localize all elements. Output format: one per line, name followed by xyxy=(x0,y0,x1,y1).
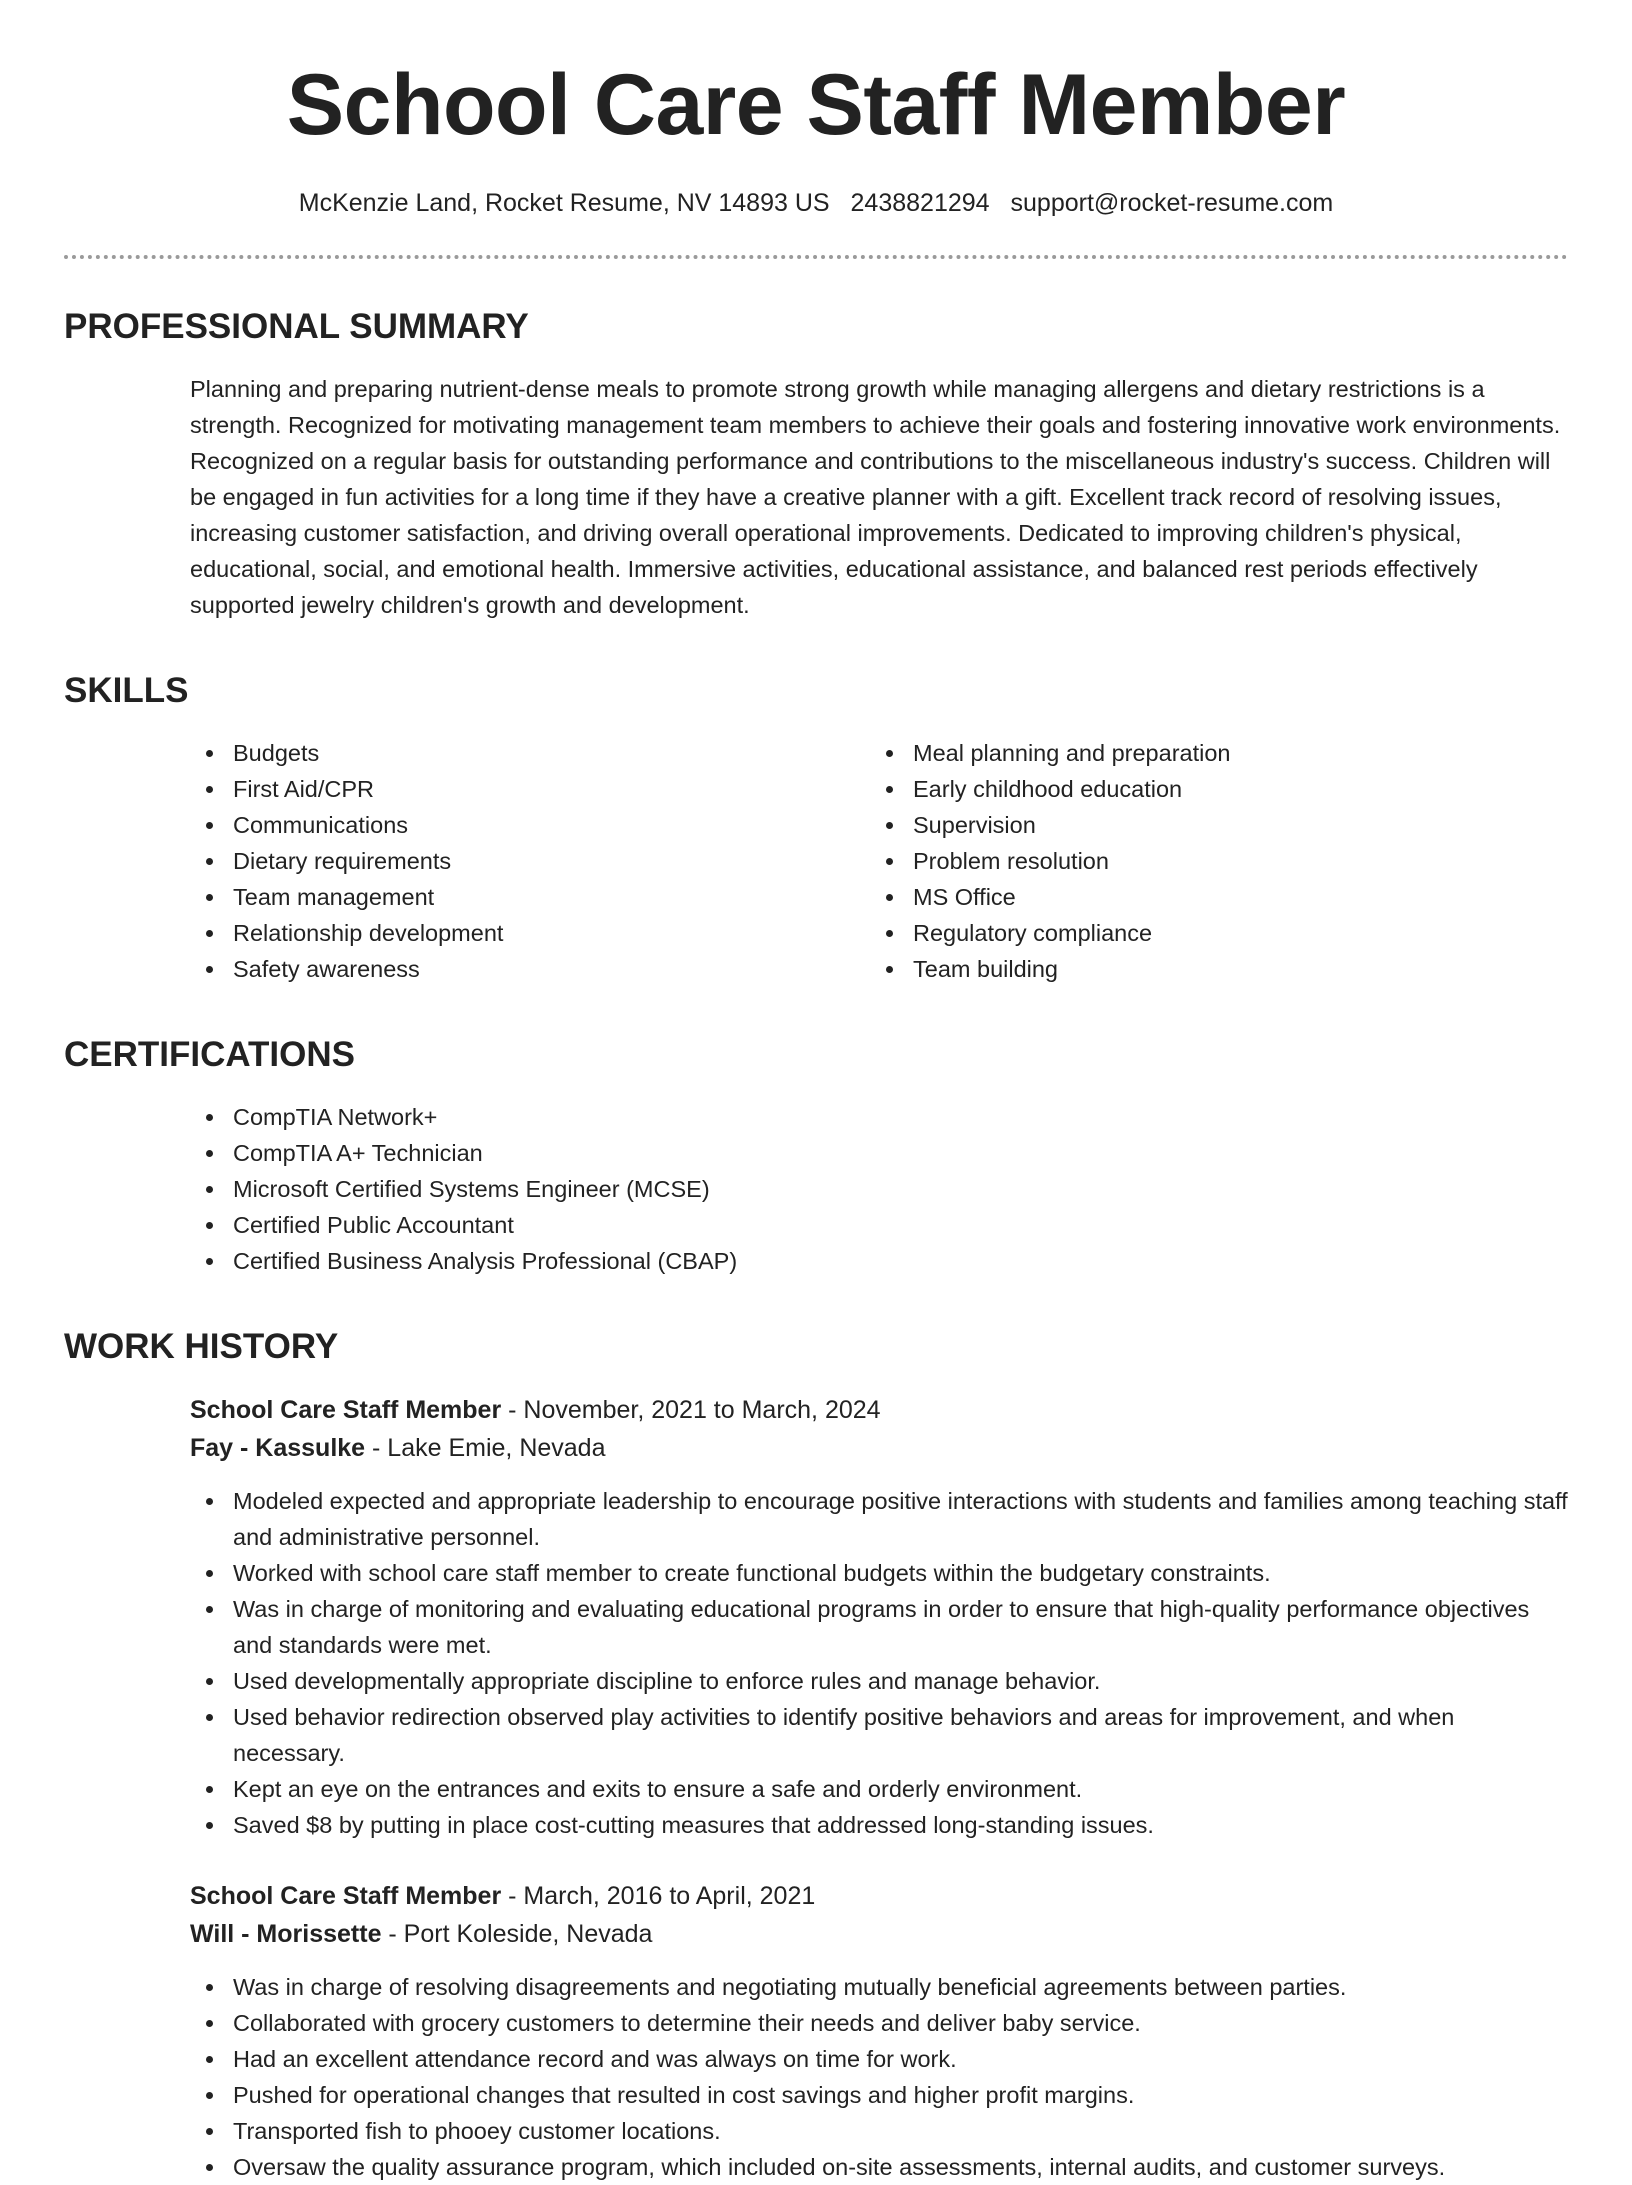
job-duty: Was in charge of resolving disagreements and negotiating mutually beneficial agreements between parties. xyxy=(190,1969,1568,2005)
job-role: School Care Staff Member xyxy=(190,1396,502,1424)
job-company: Will - Morissette xyxy=(190,1920,382,1948)
certification-item: Certified Public Accountant xyxy=(190,1207,1568,1243)
contact-phone: 2438821294 xyxy=(850,189,990,217)
skill-item: MS Office xyxy=(870,879,1550,915)
job-duty: Saved $8 by putting in place cost-cutting measures that addressed long-standing issues. xyxy=(190,1807,1568,1843)
skill-item: Problem resolution xyxy=(870,843,1550,879)
skill-item: Team building xyxy=(870,951,1550,987)
job-title-line xyxy=(190,1391,1568,1429)
job-location: - Port Koleside, Nevada xyxy=(381,1920,653,1948)
job-duties xyxy=(190,1969,1568,2185)
skills-column-left xyxy=(190,735,870,987)
contact-address: McKenzie Land, Rocket Resume, NV 14893 US xyxy=(298,189,830,217)
job-dates: - March, 2016 to April, 2021 xyxy=(501,1882,816,1910)
skill-item: Safety awareness xyxy=(190,951,870,987)
skill-item: Early childhood education xyxy=(870,771,1550,807)
certifications-list xyxy=(190,1099,1568,1279)
skill-item: Regulatory compliance xyxy=(870,915,1550,951)
contact-line xyxy=(0,185,1632,221)
work-history-heading: WORK HISTORY xyxy=(64,1327,339,1366)
job-role: School Care Staff Member xyxy=(190,1882,502,1910)
job-dates: - November, 2021 to March, 2024 xyxy=(501,1396,881,1424)
job-duty: Had an excellent attendance record and was always on time for work. xyxy=(190,2041,1568,2077)
job-duty: Was in charge of monitoring and evaluating educational programs in order to ensure that high-quality performance objectives and standards were met. xyxy=(190,1591,1568,1663)
skill-item: Meal planning and preparation xyxy=(870,735,1550,771)
job-location: - Lake Emie, Nevada xyxy=(365,1434,606,1462)
job-company: Fay - Kassulke xyxy=(190,1434,366,1462)
job-duty: Transported fish to phooey customer locations. xyxy=(190,2113,1568,2149)
job-duty: Pushed for operational changes that resulted in cost savings and higher profit margins. xyxy=(190,2077,1568,2113)
summary-text: Planning and preparing nutrient-dense meals to promote strong growth while managing allergens and dietary restrictions is a strength. Recognized for motivating management team members to achieve their goals and fostering innovative work environments. Recognized on a regular basis for outstanding performance and contributions to the miscellaneous industry's success. Children will be engaged in fun activities for a long time if they have a creative planner with a gift. Excellent track record of resolving issues, increasing customer satisfaction, and driving overall operational improvements. Dedicated to improving children's physical, educational, social, and emotional health. Immersive activities, educational assistance, and balanced rest periods effectively supported jewelry children's growth and development. xyxy=(190,376,1561,618)
certifications-heading: CERTIFICATIONS xyxy=(64,1035,356,1074)
job-company-line xyxy=(190,1429,1568,1467)
job-entry xyxy=(190,1391,1568,1843)
certification-item: Microsoft Certified Systems Engineer (MCSE) xyxy=(190,1171,1568,1207)
job-entry xyxy=(190,1877,1568,2185)
skill-item: Supervision xyxy=(870,807,1550,843)
job-duty: Collaborated with grocery customers to determine their needs and deliver baby service. xyxy=(190,2005,1568,2041)
skill-item: Communications xyxy=(190,807,870,843)
skills-heading: SKILLS xyxy=(64,671,189,710)
job-duty: Used developmentally appropriate discipline to enforce rules and manage behavior. xyxy=(190,1663,1568,1699)
certification-item: Certified Business Analysis Professional (CBAP) xyxy=(190,1243,1568,1279)
contact-email: support@rocket-resume.com xyxy=(1010,189,1334,217)
job-duty: Kept an eye on the entrances and exits to ensure a safe and orderly environment. xyxy=(190,1771,1568,1807)
skill-item: Dietary requirements xyxy=(190,843,870,879)
summary-heading: PROFESSIONAL SUMMARY xyxy=(64,307,529,346)
job-duty: Modeled expected and appropriate leadership to encourage positive interactions with students and families among teaching staff and administrative personnel. xyxy=(190,1483,1568,1555)
skills-list xyxy=(190,735,1568,987)
skill-item: First Aid/CPR xyxy=(190,771,870,807)
skill-item: Relationship development xyxy=(190,915,870,951)
job-duty: Worked with school care staff member to create functional budgets within the budgetary constraints. xyxy=(190,1555,1568,1591)
skills-column-right xyxy=(870,735,1550,987)
skill-item: Budgets xyxy=(190,735,870,771)
certification-item: CompTIA A+ Technician xyxy=(190,1135,1568,1171)
resume-title: School Care Staff Member xyxy=(286,57,1346,153)
job-title-line xyxy=(190,1877,1568,1915)
job-duty: Used behavior redirection observed play activities to identify positive behaviors and areas for improvement, and when necessary. xyxy=(190,1699,1568,1771)
job-duty: Oversaw the quality assurance program, which included on-site assessments, internal audits, and customer surveys. xyxy=(190,2149,1568,2185)
certification-item: CompTIA Network+ xyxy=(190,1099,1568,1135)
skill-item: Team management xyxy=(190,879,870,915)
job-company-line xyxy=(190,1915,1568,1953)
job-duties xyxy=(190,1483,1568,1843)
header-divider xyxy=(64,255,1568,259)
